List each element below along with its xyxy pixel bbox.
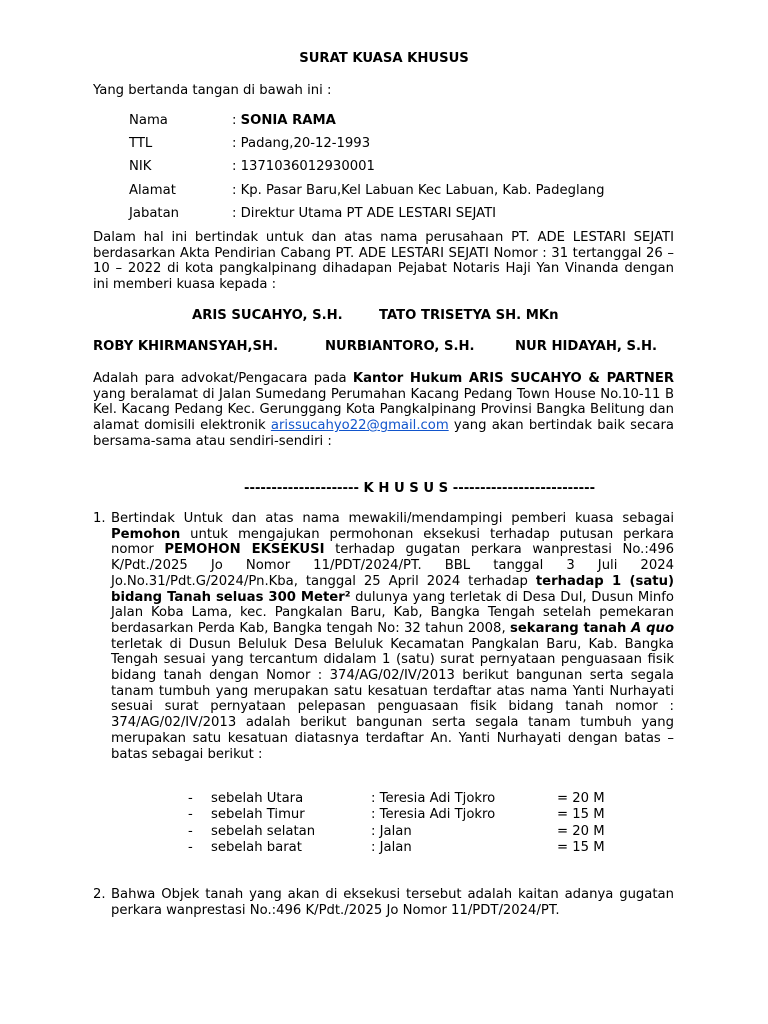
document-title: SURAT KUASA KHUSUS: [299, 51, 469, 66]
identity-value-ttl: : Padang,20-12-1993: [232, 136, 371, 151]
boundary-owner: : Teresia Adi Tjokro: [371, 791, 496, 806]
boundary-size: = 15 M: [557, 840, 605, 855]
list-number: 1.: [93, 511, 106, 526]
email-link[interactable]: arissucahyo22@gmail.com: [270, 418, 449, 434]
boundary-dash: -: [188, 807, 193, 822]
boundary-owner: : Jalan: [371, 824, 412, 839]
identity-label-nik: NIK: [129, 159, 152, 174]
identity-label-jabatan: Jabatan: [129, 206, 180, 221]
advocate-name: NURBIANTORO, S.H.: [325, 339, 475, 354]
boundary-dash: -: [188, 824, 193, 839]
advocate-name: TATO TRISETYA SH. MKn: [379, 308, 559, 323]
boundary-side: sebelah barat: [211, 840, 302, 855]
list-number: 2.: [93, 887, 106, 902]
section-heading-khusus: --------------------- K H U S U S --------------------------: [244, 481, 596, 496]
boundary-dash: -: [188, 791, 193, 806]
list-item-2-text: Bahwa Objek tanah yang akan di eksekusi tersebut adalah kaitan adanya gugatan perkara wanprestasi No.:496 K/Pdt./2025 Jo Nomor 11/PDT/2024/PT.: [111, 887, 674, 918]
advocate-name: ROBY KHIRMANSYAH,SH.: [93, 339, 279, 354]
boundary-side: sebelah selatan: [211, 824, 316, 839]
identity-value-jabatan: : Direktur Utama PT ADE LESTARI SEJATI: [232, 206, 497, 221]
identity-value-alamat: : Kp. Pasar Baru,Kel Labuan Kec Labuan, Kab. Padeglang: [232, 183, 605, 198]
boundary-size: = 20 M: [557, 791, 605, 806]
boundary-size: = 15 M: [557, 807, 605, 822]
boundary-size: = 20 M: [557, 824, 605, 839]
identity-value-nama: : SONIA RAMA: [232, 113, 336, 128]
authority-paragraph: Dalam hal ini bertindak untuk dan atas nama perusahaan PT. ADE LESTARI SEJATI berdasarkan Akta Pendirian Cabang PT. ADE LESTARI SEJATI Nomor : 31 tertanggal 26 – 10 – 2022 di kota pangkalpinang dihadapan Pejabat Notaris Haji Yan Vinanda dengan ini memberi kuasa kepada :: [93, 230, 674, 293]
advocate-name: NUR HIDAYAH, S.H.: [515, 339, 658, 354]
list-item-1-text: Bertindak Untuk dan atas nama mewakili/mendampingi pemberi kuasa sebagai Pemohon untuk mengajukan permohonan eksekusi terhadap putusan perkara nomor PEMOHON EKSEKUSI terhadap gugatan perkara wanprestasi No.:496 K/Pdt./2025 Jo Nomor 11/PDT/2024/PT. BBL tanggal 3 Juli 2024 Jo.No.31/Pdt.G/2024/Pn.Kba, tanggal 25 April 2024 terhadap terhadap 1 (satu) bidang Tanah seluas 300 Meter² dulunya yang terletak di Desa Dul, Dusun Minfo Jalan Koba Lama, kec. Pangkalan Baru, Kab, Bangka Tengah setelah pemekaran berdasarkan Perda Kab, Bangka tengah No: 32 tahun 2008, sekarang tanah A quo terletak di Dusun Beluluk Desa Beluluk Kecamatan Pangkalan Baru, Kab. Bangka Tengah sesuai yang tercantum didalam 1 (satu) surat pernyataan penguasaan fisik bidang tanah dengan Nomor : 374/AG/02/IV/2013 berikut bangunan serta segala tanam tumbuh yang merupakan satu kesatuan terdaftar atas nama Yanti Nurhayati sesuai surat pernyataan pelepasan penguasaan fisik bidang tanah nomor : 374/AG/02/IV/2013 adalah berikut bangunan serta segala tanam tumbuh yang merupakan satu kesatuan diatasnya terdaftar An. Yanti Nurhayati dengan batas –batas sebagai berikut :: [111, 511, 675, 762]
identity-label-nama: Nama: [129, 113, 168, 128]
boundary-owner: : Teresia Adi Tjokro: [371, 807, 496, 822]
identity-label-ttl: TTL: [129, 136, 153, 151]
boundary-dash: -: [188, 840, 193, 855]
law-office-paragraph: Adalah para advokat/Pengacara pada Kantor Hukum ARIS SUCAHYO & PARTNER yang beralamat di Jalan Sumedang Perumahan Kacang Pedang Town House No.10-11 B Kel. Kacang Pedang Kec. Gerunggang Kota Pangkalpinang Provinsi Bangka Belitung dan alamat domisili elektronik arissucahyo22@gmail.com yang akan bertindak baik secara bersama-sama atau sendiri-sendiri :: [93, 371, 674, 449]
boundary-side: sebelah Timur: [211, 807, 305, 822]
boundary-side: sebelah Utara: [211, 791, 304, 806]
identity-label-alamat: Alamat: [129, 183, 176, 198]
advocate-name: ARIS SUCAHYO, S.H.: [192, 308, 343, 323]
identity-value-nik: : 1371036012930001: [232, 159, 375, 174]
intro-text: Yang bertanda tangan di bawah ini :: [93, 83, 332, 98]
boundary-owner: : Jalan: [371, 840, 412, 855]
